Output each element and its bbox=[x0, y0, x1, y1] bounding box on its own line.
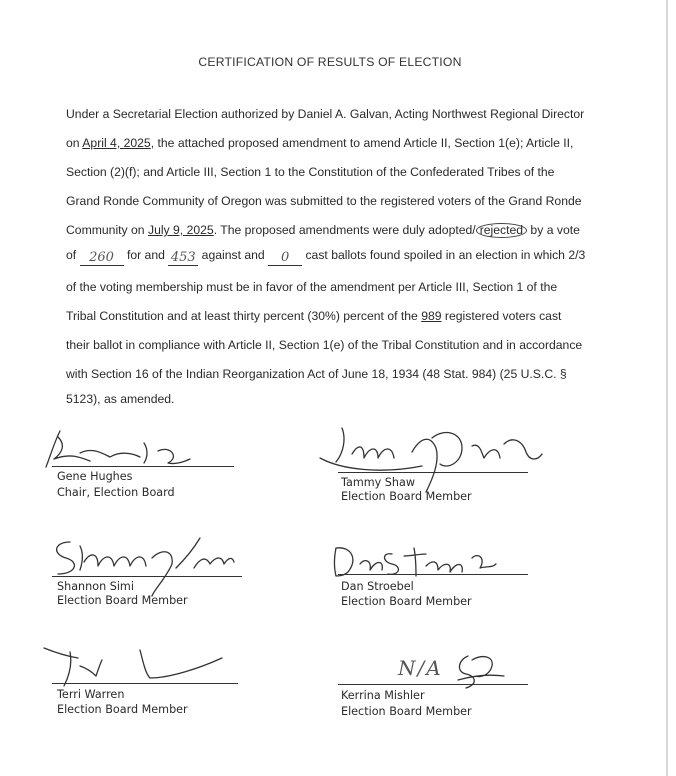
signatory-role: Chair, Election Board bbox=[57, 486, 175, 499]
signature-dan-stroebel bbox=[330, 538, 510, 582]
signatory-name: Tammy Shaw bbox=[341, 476, 416, 489]
body-line-11 bbox=[66, 392, 174, 406]
signature-line bbox=[338, 472, 528, 473]
signatory-role: Election Board Member bbox=[341, 490, 472, 503]
text: with Section 16 of the Indian Reorganization Act of June 18, 1934 (48 Stat. 984) (25 U.S.C. § bbox=[66, 367, 567, 381]
signatory-name: Kerrina Mishler bbox=[341, 689, 425, 702]
body-line-1 bbox=[66, 107, 584, 121]
text: Community on bbox=[66, 223, 148, 237]
votes-against-handwritten: 453 bbox=[168, 251, 198, 266]
body-line-7 bbox=[66, 280, 557, 294]
signature-line bbox=[52, 576, 242, 577]
signatory-name: Gene Hughes bbox=[57, 470, 133, 483]
signatory-name: Terri Warren bbox=[57, 688, 125, 701]
signature-line bbox=[52, 466, 234, 467]
text: on bbox=[66, 136, 83, 150]
registered-voters-count: 989 bbox=[421, 309, 442, 323]
text: . The proposed amendments were duly adopted/ bbox=[213, 223, 476, 237]
handwritten-na: N/A bbox=[398, 656, 443, 680]
body-line-10 bbox=[66, 367, 567, 381]
text: Grand Ronde Community of Oregon was submitted to the registered voters of the Grand Ronde bbox=[66, 194, 582, 208]
signature-line bbox=[52, 683, 238, 684]
signature-line bbox=[338, 574, 528, 575]
circled-rejected: rejected bbox=[476, 223, 527, 238]
signatory-role: Election Board Member bbox=[341, 595, 472, 608]
election-date: July 9, 2025 bbox=[147, 223, 214, 237]
signature-line bbox=[338, 684, 528, 685]
text: registered voters cast bbox=[441, 309, 562, 323]
body-line-9 bbox=[66, 338, 582, 352]
text: by a vote bbox=[527, 223, 580, 237]
signatory-name: Dan Stroebel bbox=[341, 580, 414, 593]
spoiled-ballots-handwritten: 0 bbox=[268, 251, 302, 266]
votes-for-handwritten: 260 bbox=[80, 251, 124, 266]
text: against and bbox=[198, 248, 269, 262]
document-title: CERTIFICATION OF RESULTS OF ELECTION bbox=[198, 55, 462, 69]
text: , the attached proposed amendment to amend Article II, Section 1(e); Article II, bbox=[150, 136, 574, 150]
text: for and bbox=[123, 248, 169, 262]
page-edge-shadow bbox=[666, 0, 668, 776]
text: of bbox=[66, 248, 80, 262]
body-line-3 bbox=[66, 165, 554, 179]
body-line-6 bbox=[66, 248, 585, 266]
text: of the voting membership must be in favor of the amendment per Article III, Section 1 of the bbox=[66, 280, 558, 294]
body-line-4 bbox=[66, 194, 582, 208]
text: Tribal Constitution and at least thirty percent (30%) percent of the bbox=[66, 309, 422, 323]
signatory-role: Election Board Member bbox=[57, 594, 188, 607]
text: their ballot in compliance with Article II, Section 1(e) of the Tribal Constitution and in accordance bbox=[66, 338, 583, 352]
text: Section (2)(f); and Article III, Section 1 to the Constitution of the Confederated Tribes of the bbox=[66, 165, 555, 179]
signatory-role: Election Board Member bbox=[341, 705, 472, 718]
body-line-8 bbox=[66, 309, 561, 323]
signatory-name: Shannon Simi bbox=[57, 580, 134, 593]
body-line-5 bbox=[66, 223, 580, 238]
text: 5123), as amended. bbox=[66, 392, 175, 406]
body-line-2 bbox=[66, 136, 573, 150]
text: cast ballots found spoiled in an election in which 2/3 bbox=[302, 248, 586, 262]
authorization-date: April 4, 2025 bbox=[82, 136, 151, 150]
text: Under a Secretarial Election authorized by Daniel A. Galvan, Acting Northwest Regional Director bbox=[66, 107, 585, 121]
signatory-role: Election Board Member bbox=[57, 703, 188, 716]
